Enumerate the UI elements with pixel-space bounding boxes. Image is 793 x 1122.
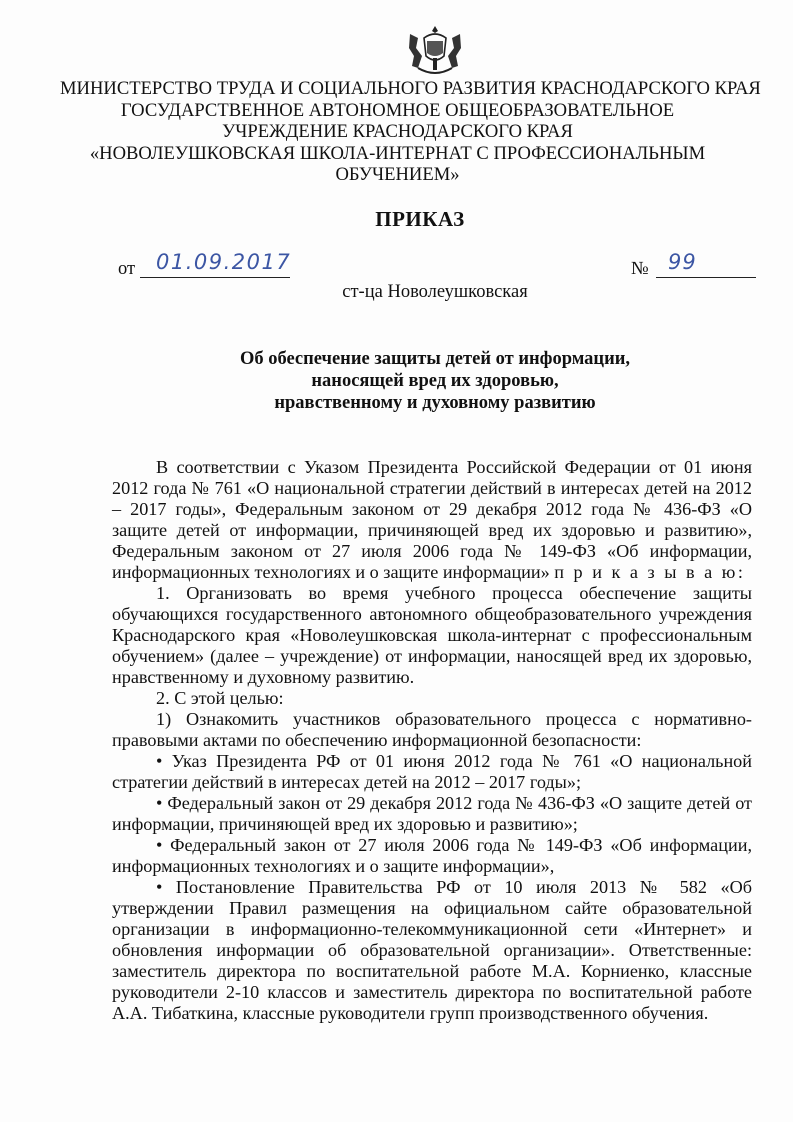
subject-line-2: наносящей вред их здоровью,: [311, 371, 559, 391]
order-body: [112, 457, 752, 1024]
header-line-school-name-end: ОБУЧЕНИЕМ»: [335, 164, 460, 185]
bullet-law-149: • Федеральный закон от 27 июля 2006 года № 149-ФЗ «Об информации, информационных технологиях и о защите информации»,: [112, 835, 752, 876]
krasnodar-krai-coat-of-arms-icon: [406, 24, 464, 78]
bullet-resolution-582: • Постановление Правительства РФ от 10 июля 2013 № 582 «Об утверждении Правил размещения на официальном сайте образовательной организации в информационно-телекоммуникационной сети «Интернет» и обновления информации об образовательной организации». Ответственные: заместитель директора по воспитательной работе М.А. Корниенко, классные руководители 2-10 классов и заместитель директора по воспитательной работе А.А. Тибаткина, классные руководители групп производственного обучения.: [112, 877, 752, 1023]
bullet-decree-761: • Указ Президента РФ от 01 июня 2012 года № 761 «О национальной стратегии действий в интересах детей на 2012 – 2017 годы»;: [112, 751, 752, 792]
place-of-issue: ст-ца Новолеушковская: [342, 282, 528, 302]
bullet-law-436: • Федеральный закон от 29 декабря 2012 года № 436-ФЗ «О защите детей от информации, причиняющей вред их здоровью и развитию»;: [112, 793, 752, 834]
subject-line-3: нравственному и духовному развитию: [274, 393, 596, 413]
paragraph-subitem-1: 1) Ознакомить участников образовательного процесса с нормативно-правовыми актами по обеспечению информационной безопасности:: [112, 709, 752, 750]
document-title: ПРИКАЗ: [375, 207, 465, 231]
paragraph-item-2: 2. С этой целью:: [156, 688, 284, 708]
intro-text: В соответствии с Указом Президента Российской Федерации от 01 июня 2012 года № 761 «О национальной стратегии действий в интересах детей на 2012 – 2017 годы», Федеральным законом от 29 декабря 2012 года № 436-ФЗ «О защите детей от информации, причиняющей вред их здоровью и развитию», Федеральным законом от 27 июля 2006 года № 149-ФЗ «Об информации, информационных технологиях и о защите информации»: [112, 457, 752, 582]
header-line-institution-region: УЧРЕЖДЕНИЕ КРАСНОДАРСКОГО КРАЯ: [222, 121, 573, 142]
order-word: п р и к а з ы в а ю:: [554, 562, 746, 582]
header-line-ministry: МИНИСТЕРСТВО ТРУДА И СОЦИАЛЬНОГО РАЗВИТИЯ КРАСНОДАРСКОГО КРАЯ: [60, 78, 761, 99]
number-value-handwritten: 99: [668, 250, 697, 274]
subject-line-1: Об обеспечение защиты детей от информации,: [239, 349, 631, 369]
order-subject: [200, 348, 670, 414]
paragraph-item-1: 1. Организовать во время учебного процесса обеспечение защиты обучающихся государственного автономного общеобразовательного учреждения Краснодарского края «Новолеушковская школа-интернат с профессиональным обучением» (далее – учреждение) от информации, наносящей вред их здоровью, нравственному и духовному развитию.: [112, 583, 752, 687]
header-line-institution-type: ГОСУДАРСТВЕННОЕ АВТОНОМНОЕ ОБЩЕОБРАЗОВАТЕЛЬНОЕ: [120, 99, 675, 121]
organization-header: [60, 78, 761, 186]
intro-paragraph: [112, 457, 752, 583]
date-underline: [140, 277, 290, 278]
date-value-handwritten: 01.09.2017: [156, 250, 292, 274]
date-label: от: [118, 259, 136, 279]
header-line-school-name: «НОВОЛЕУШКОВСКАЯ ШКОЛА-ИНТЕРНАТ С ПРОФЕССИОНАЛЬНЫМ: [89, 142, 706, 164]
number-label: №: [631, 259, 649, 279]
number-underline: [656, 277, 756, 278]
